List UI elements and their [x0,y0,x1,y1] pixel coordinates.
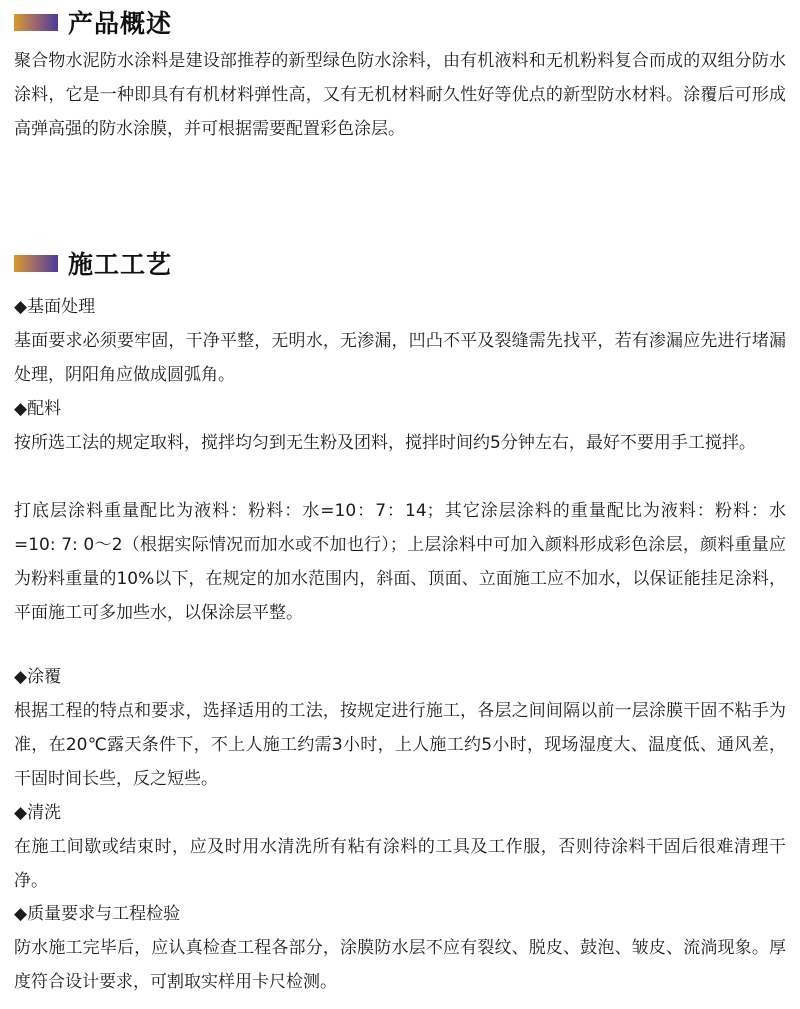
gradient-bar-icon [14,255,58,272]
base-heading: ◆基面处理 [14,297,96,317]
gradient-bar-icon [14,14,58,31]
overview-title: 产品概述 [68,9,173,38]
quality-heading: ◆质量要求与工程检验 [14,904,181,924]
mix-text-2: 打底层涂料重量配比为液料：粉料：水=10：7：14；其它涂层涂料的重量配比为液料：粉料：水=10: 7: 0～2（根据实际情况而加水或不加也行）；上层涂料中可加入颜料形成彩色涂层，颜料重量应为粉料重量的10%以下，在规定的加水范围内，斜面、顶面、立面施工应不加水，以保证能挂足涂料，平面施工可多加些水，以保涂层平整。 [14,501,786,623]
coat-heading: ◆涂覆 [14,667,62,687]
process-header [14,243,172,283]
base-text: 基面要求必须要牢固，干净平整，无明水，无渗漏，凹凸不平及裂缝需先找平，若有渗漏应先进行堵漏处理，阴阳角应做成圆弧角。 [14,331,786,385]
process-title: 施工工艺 [68,250,173,279]
mix-text-1: 按所选工法的规定取料，搅拌均匀到无生粉及团料，搅拌时间约5分钟左右，最好不要用手工搅拌。 [14,433,756,453]
quality-text: 防水施工完毕后，应认真检查工程各部分，涂膜防水层不应有裂纹、脱皮、鼓泡、皱皮、流淌现象。厚度符合设计要求，可割取实样用卡尺检测。 [14,938,786,992]
overview-text: 聚合物水泥防水涂料是建设部推荐的新型绿色防水涂料，由有机液料和无机粉料复合而成的双组分防水涂料，它是一种即具有有机材料弹性高，又有无机材料耐久性好等优点的新型防水材料。涂覆后可形成高弹高强的防水涂膜，并可根据需要配置彩色涂层。 [14,51,786,139]
clean-text: 在施工间歇或结束时，应及时用水清洗所有粘有涂料的工具及工作服，否则待涂料干固后很难清理干净。 [14,837,786,891]
clean-heading: ◆清洗 [14,803,62,823]
overview-header [14,2,172,42]
coat-text: 根据工程的特点和要求，选择适用的工法，按规定进行施工，各层之间间隔以前一层涂膜干固不粘手为准，在20℃露天条件下，不上人施工约需3小时，上人施工约5小时，现场湿度大、温度低、通风差，干固时间长些，反之短些。 [14,701,786,789]
mix-heading: ◆配料 [14,399,62,419]
